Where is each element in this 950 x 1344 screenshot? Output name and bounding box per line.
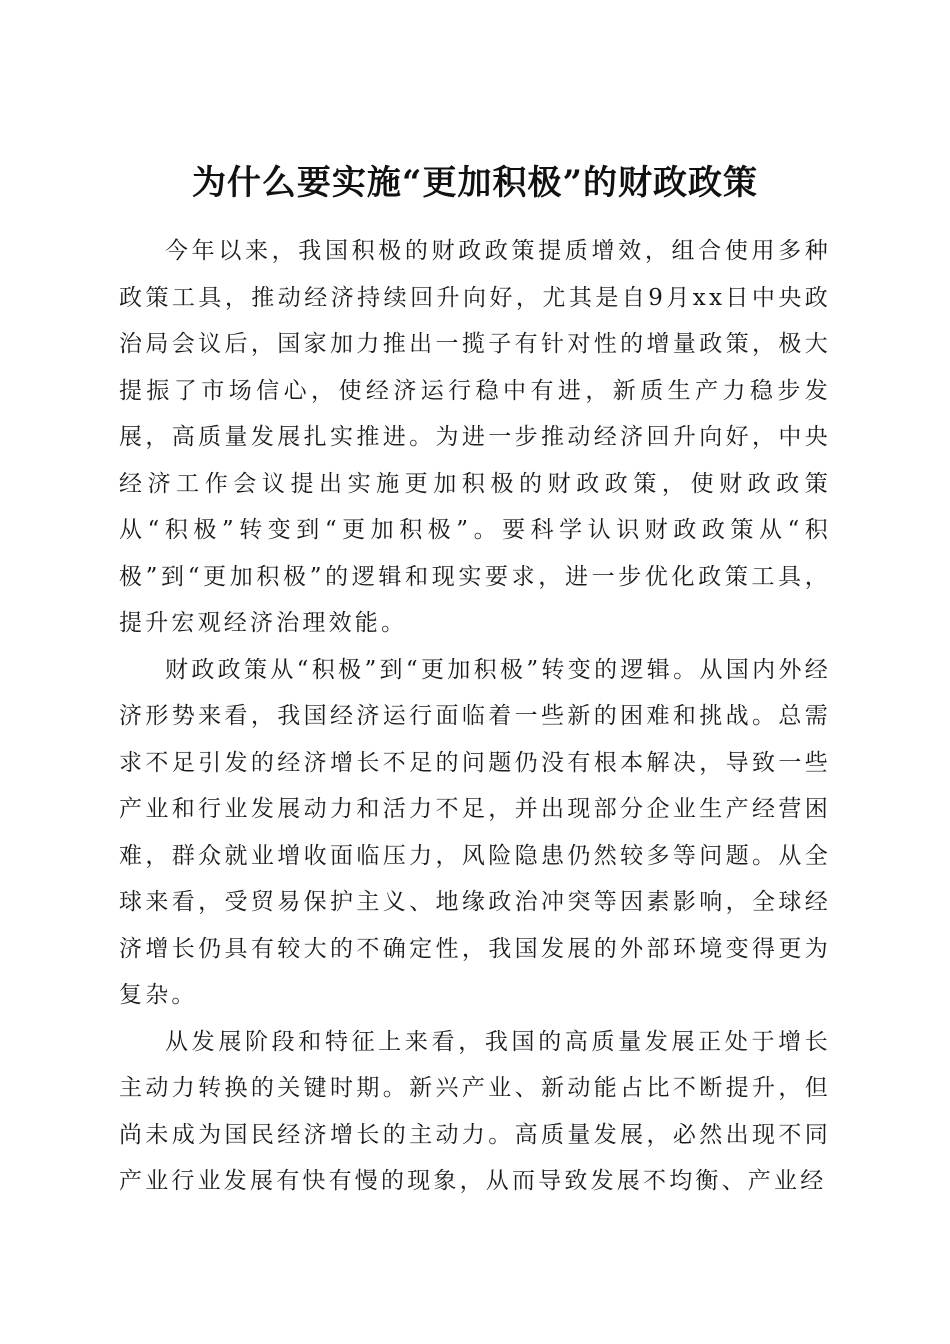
paragraph-2: 财政政策从“积极”到“更加积极”转变的逻辑。从国内外经济形势来看，我国经济运行面临着一些新的困难和挑战。总需求不足引发的经济增长不足的问题仍没有根本解决，导致一些产业和行业发展动力和活力不足，并出现部分企业生产经营困难，群众就业增收面临压力，风险隐患仍然较多等问题。从全球来看，受贸易保护主义、地缘政治冲突等因素影响，全球经济增长仍具有较大的不确定性，我国发展的外部环境变得更为复杂。 [119,656,831,1008]
page-title: 为什么要实施“更加积极”的财政政策 [191,162,759,203]
paragraph-3: 从发展阶段和特征上来看，我国的高质量发展正处于增长主动力转换的关键时期。新兴产业、新动能占比不断提升，但尚未成为国民经济增长的主动力。高质量发展，必然出现不同产业行业发展有快有慢的现象，从而导致发展不均衡、产业经 [119,1028,831,1194]
paragraph-1: 今年以来，我国积极的财政政策提质增效，组合使用多种政策工具，推动经济持续回升向好，尤其是自9月xx日中央政治局会议后，国家加力推出一揽子有针对性的增量政策，极大提振了市场信心，使经济运行稳中有进，新质生产力稳步发展，高质量发展扎实推进。为进一步推动经济回升向好，中央经济工作会议提出实施更加积极的财政政策，使财政政策从“积极”转变到“更加积极”。要科学认识财政政策从“积极”到“更加积极”的逻辑和现实要求，进一步优化政策工具，提升宏观经济治理效能。 [119,238,831,636]
article-body [119,228,831,1205]
